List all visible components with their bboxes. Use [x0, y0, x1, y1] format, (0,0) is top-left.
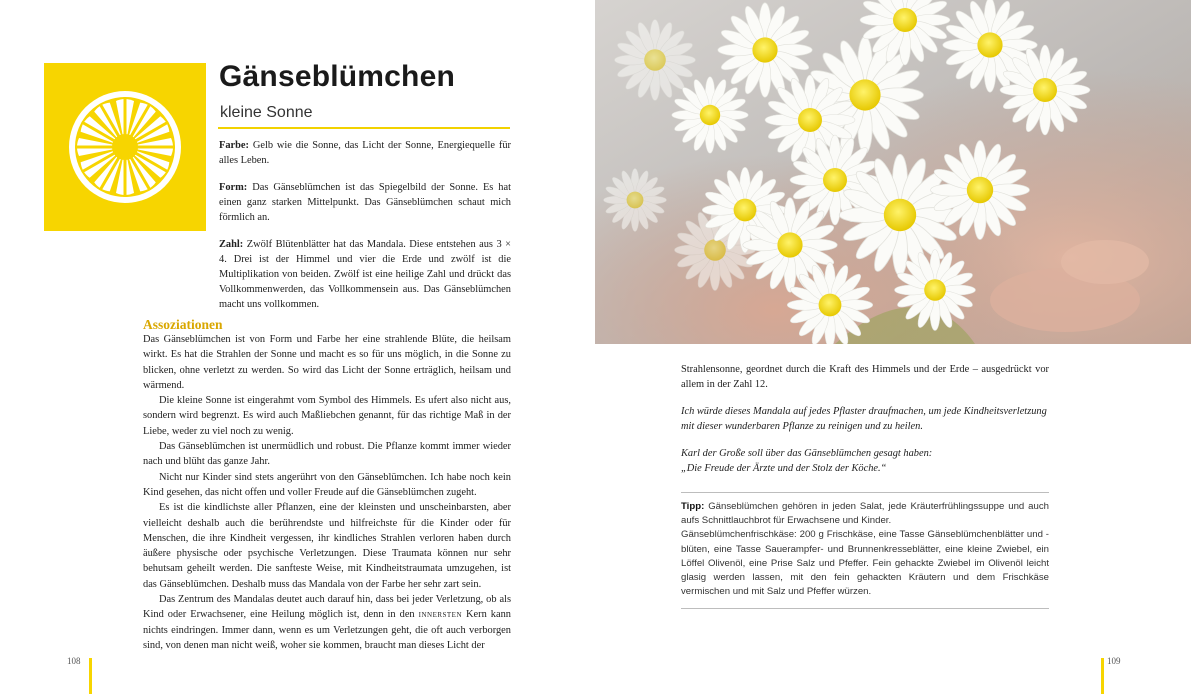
- property-label: Form:: [219, 182, 248, 193]
- tip-label: Tipp:: [681, 501, 705, 512]
- property-text: Das Gänseblümchen ist das Spiegelbild der Sonne. Es hat einen ganz starken Mittelpunkt. Das Gänseblümchen schaut mich förmlich an.: [219, 182, 511, 223]
- quote-line: „Die Freude der Ärzte und der Stolz der Köche.“: [681, 463, 887, 475]
- quote-mandala: [681, 404, 1049, 435]
- property-text: Zwölf Blütenblätter hat das Mandala. Diese entstehen aus 3 × 4. Drei ist der Himmel und vier die Erde und zwölf ist die Multiplikation von beiden. Zwölf ist eine heilige Zahl und drückt das Vollkommenwerden, das Vollkommensein aus. Das Gänseblümchen macht uns vollkommen.: [219, 239, 511, 310]
- property-label: Farbe:: [219, 140, 250, 151]
- quote-line: Ich würde dieses Mandala auf jedes Pflaster draufmachen, um jede Kindheitsverletzung: [681, 406, 1047, 417]
- page-marker-left: [89, 658, 92, 694]
- property-form: [219, 180, 511, 225]
- page-number-right: 109: [1107, 656, 1121, 666]
- mandala-illustration: [44, 63, 206, 231]
- page-subtitle: kleine Sonne: [220, 104, 313, 121]
- tip-divider-top: [681, 492, 1049, 493]
- properties-block: [219, 138, 511, 324]
- body-paragraph: Nicht nur Kinder sind stets angerührt von den Gänseblümchen. Ich habe noch kein Kind gesehen, das nicht offen und voller Freude auf die Gänseblümchen zugeht.: [143, 471, 511, 498]
- tip-recipe: Gänseblümchenfrischkäse: 200 g Frischkäse, eine Tasse Gänseblümchenblätter und -blüten, eine Tasse Sauerampfer- und Brunnenkresseblätter, eine kleine Zwiebel, ein Löffel Olivenöl, eine Prise Salz und Pfeffer. Fein gehackte Zwiebel im Olivenöl leicht glasig werden lassen, mit den fein gehackten Kräutern und dem Frischkäse vermischen und mit Salz und Pfeffer würzen.: [681, 529, 1049, 598]
- mandala-sun-icon: [44, 63, 206, 231]
- property-zahl: [219, 237, 511, 312]
- page-title: Gänseblümchen: [219, 60, 455, 93]
- tip-divider-bottom: [681, 608, 1049, 609]
- page-marker-right: [1101, 658, 1104, 694]
- right-page: [595, 0, 1191, 694]
- body-paragraph: Die kleine Sonne ist eingerahmt vom Symbol des Himmels. Es ufert also nicht aus, sondern wird begrenzt. Es wird auch Maßliebchen genannt, für das richtige Maß in der Liebe, weder zu viel noch zu wenig.: [143, 395, 511, 437]
- body-paragraph: Es ist die kindlichste aller Pflanzen, eine der kleinsten und unscheinbarsten, aber vielleicht deshalb auch die berührendste und hilfreichste für die Kinder oder für Menschen, die ihre Kindheit vergessen, ihr kindliches Strahlen verloren haben durch äußere physische oder psychische Verletzungen. Diese Traumata können nur sehr behutsam geheilt werden. Die sanfteste Weise, mit Kindheitstraumata umzugehen, ist das Gänseblümchen. Deshalb muss das Mandala von der Farbe her sehr zart sein.: [143, 502, 511, 590]
- daisy-photo: [595, 0, 1191, 344]
- tip-text: Gänseblümchen gehören in jeden Salat, jede Kräuterfrühlingssuppe und auch aufs Schnittlauchbrot für Erwachsene und Kinder.: [681, 501, 1049, 527]
- title-underline: [218, 127, 510, 129]
- body-paragraph: Das Gänseblümchen ist von Form und Farbe her eine strahlende Blüte, die heilsam wirkt. Es hat die Strahlen der Sonne und macht es so für uns möglich, in die Sonne zu blicken, ohne verletzt zu werden. So wird das Licht der Sonne erträglich, heilsam und wärmend.: [143, 334, 511, 391]
- text-run: Kern kann nichts eindringen. Immer dann, wenn es um Verletzungen geht, die oft auch verborgen sind, von denen man nicht weiß, woher sie kommen, braucht man dieses Licht der: [143, 609, 511, 651]
- body-paragraph: Strahlensonne, geordnet durch die Kraft des Himmels und der Erde – ausgedrückt vor allem in der Zahl 12.: [681, 364, 1049, 391]
- property-text: Gelb wie die Sonne, das Licht der Sonne, Energiequelle für alles Leben.: [219, 140, 511, 166]
- tip-box: [681, 500, 1049, 599]
- property-farbe: [219, 138, 511, 168]
- page-number-left: 108: [67, 656, 81, 666]
- text-run: Das Zentrum des Mandalas deutet auch darauf hin, dass bei jeder Verletzung, ob als Kind oder Erwachsener, eine Heilung möglich ist, denn in den: [143, 594, 511, 621]
- associations-body: [143, 332, 511, 653]
- tip-intro: [681, 500, 1049, 528]
- daisy-bouquet-image: [595, 0, 1191, 344]
- quote-line: mit dieser wunderbaren Pflanze zu reinigen und zu heilen.: [681, 421, 923, 433]
- quote-karl-der-grosse: [681, 446, 1049, 477]
- property-label: Zahl:: [219, 239, 244, 250]
- left-page: [0, 0, 595, 694]
- quote-line: Karl der Große soll über das Gänseblümchen gesagt haben:: [681, 448, 933, 459]
- section-heading-assoziationen: Assoziationen: [143, 317, 223, 332]
- body-paragraph-last: [143, 592, 511, 653]
- small-caps-word: innersten: [418, 609, 463, 621]
- body-paragraph: Das Gänseblümchen ist unermüdlich und robust. Die Pflanze kommt immer wieder nach und blüht das ganze Jahr.: [143, 441, 511, 468]
- continued-text: [681, 362, 1049, 393]
